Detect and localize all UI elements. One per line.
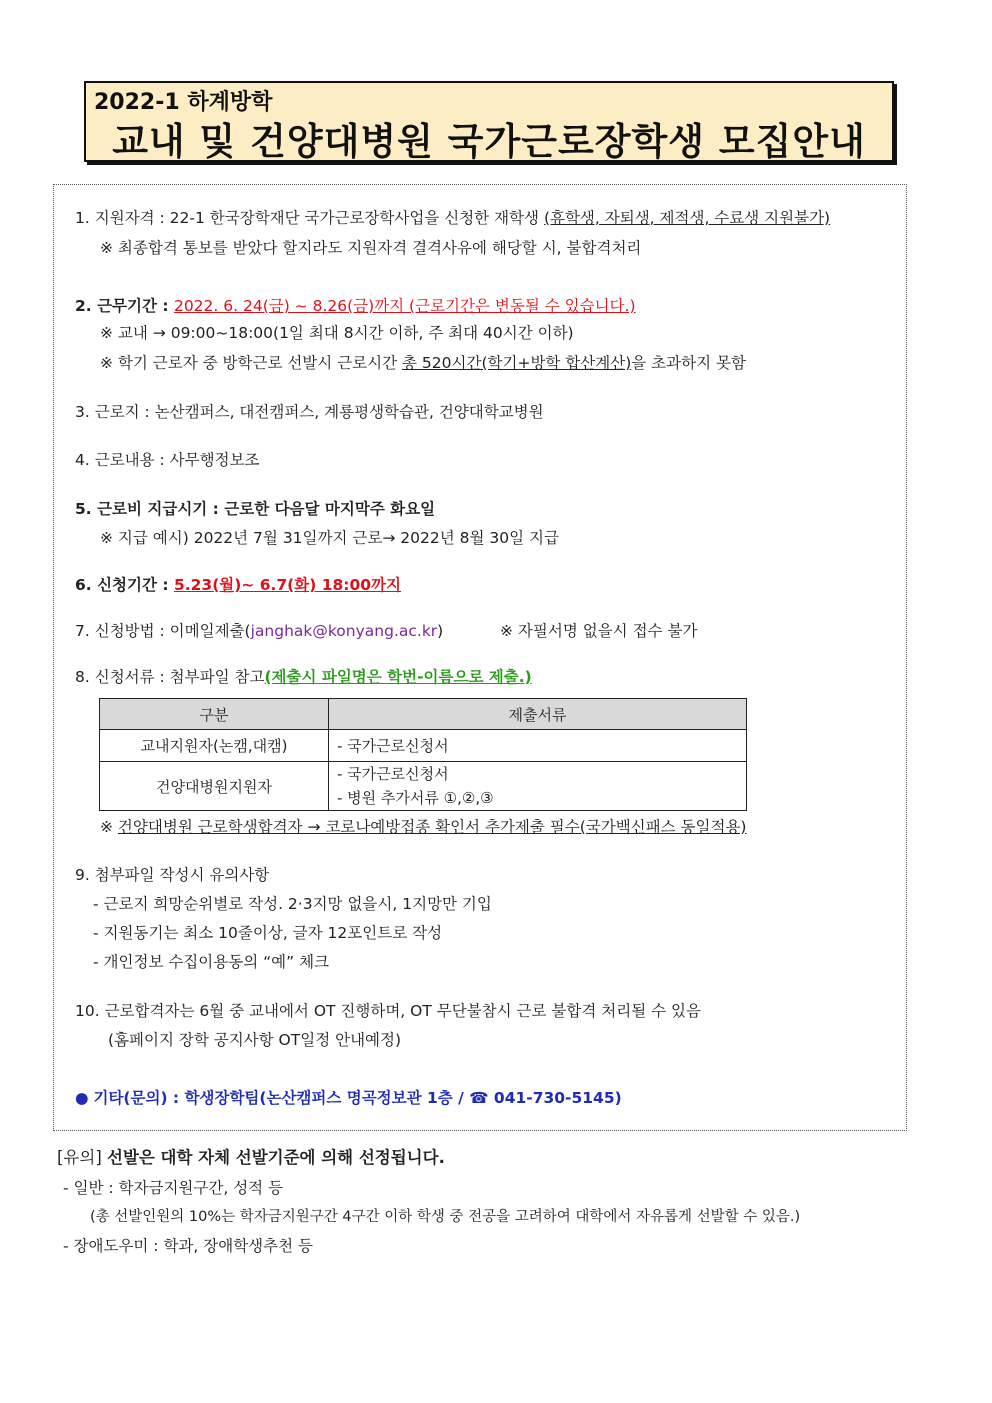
bullet-icon: ● — [75, 1089, 89, 1107]
page-subtitle: 2022-1 하계방학 — [94, 90, 273, 115]
filename-rule: (제출시 파일명은 학번-이름으로 제출.) — [264, 668, 532, 686]
item-eligibility: 1. 지원자격 : 22-1 한국장학재단 국가근로장학사업을 신청한 재학생 (휴학생, 자퇴생, 제적생, 수료생 지원불가) — [75, 209, 831, 227]
footer-disability-helper: - 장애도우미 : 학과, 장애학생추천 등 — [63, 1237, 314, 1255]
list-item: - 개인정보 수집이용동의 “예” 체크 — [93, 953, 330, 971]
email-link[interactable]: janghak@konyang.ac.kr — [250, 622, 438, 640]
item-application-period: 6. 신청기간 : 5.23(월)~ 6.7(화) 18:00까지 — [75, 576, 402, 594]
item-documents: 8. 신청서류 : 첨부파일 참고(제출시 파일명은 학번-이름으로 제출.) — [75, 668, 532, 686]
item-payment-timing: 5. 근로비 지급시기 : 근로한 다음달 마지막주 화요일 — [75, 500, 436, 518]
selection-notice: [유의] 선발은 대학 자체 선발기준에 의해 선정됩니다. — [57, 1148, 445, 1167]
payment-example: ※ 지급 예시) 2022년 7월 31일까지 근로→ 2022년 8월 30일 지급 — [100, 529, 559, 547]
table-row — [100, 730, 747, 762]
list-item: - 근로지 희망순위별로 작성. 2·3지망 없을시, 1지망만 기입 — [93, 895, 492, 913]
table-cell: 건양대병원지원자 — [100, 762, 329, 811]
application-period-dates: 5.23(월)~ 6.7(화) 18:00까지 — [173, 576, 402, 594]
eligibility-exclusions: (휴학생, 자퇴생, 제적생, 수료생 지원불가) — [543, 209, 831, 227]
footer-general: - 일반 : 학자금지원구간, 성적 등 — [63, 1179, 284, 1197]
item-application-method: 7. 신청방법 : 이메일제출(janghak@konyang.ac.kr) — [75, 622, 444, 640]
work-period-dates: 2022. 6. 24(금) ~ 8.26(금)까지 (근로기간은 변동될 수 있습니다.) — [173, 297, 636, 315]
item-work-location: 3. 근로지 : 논산캠퍼스, 대전캠퍼스, 계룡평생학습관, 건양대학교병원 — [75, 403, 544, 421]
list-item: - 지원동기는 최소 10줄이상, 글자 12포인트로 작성 — [93, 924, 443, 942]
table-header: 제출서류 — [329, 699, 747, 730]
item-attachment-notes: 9. 첨부파일 작성시 유의사항 — [75, 866, 270, 884]
item-work-content: 4. 근로내용 : 사무행정보조 — [75, 451, 260, 469]
contact-line: ● 기타(문의) : 학생장학팀(논산캠퍼스 명곡정보관 1층 / ☎ 041-730-5145) — [75, 1089, 622, 1107]
table-header: 구분 — [100, 699, 329, 730]
table-cell: - 국가근로신청서 - 병원 추가서류 ①,②,③ — [329, 762, 747, 811]
table-header-row — [100, 699, 747, 730]
item-work-period: 2. 근무기간 : 2022. 6. 24(금) ~ 8.26(금)까지 (근로기간은 변동될 수 있습니다.) — [75, 297, 636, 315]
table-row — [100, 762, 747, 811]
eligibility-note: ※ 최종합격 통보를 받았다 할지라도 지원자격 결격사유에 해당할 시, 불합격처리 — [100, 239, 642, 257]
work-limit-note: ※ 학기 근로자 중 방학근로 선발시 근로시간 총 520시간(학기+방학 합산계산)을 초과하지 못함 — [100, 354, 746, 372]
hospital-note: ※ 건양대병원 근로학생합격자 → 코로나예방접종 확인서 추가제출 필수(국가백신패스 동일적용) — [100, 818, 747, 836]
table-cell: 교내지원자(논캠,대캠) — [100, 730, 329, 762]
table-cell: - 국가근로신청서 — [329, 730, 747, 762]
footer-general-note: (총 선발인원의 10%는 학자금지원구간 4구간 이하 학생 중 전공을 고려하여 대학에서 자유롭게 선발할 수 있음.) — [90, 1209, 801, 1225]
work-hours-note: ※ 교내 → 09:00~18:00(1일 최대 8시간 이하, 주 최대 40시간 이하) — [100, 324, 574, 342]
documents-table — [99, 698, 747, 811]
page-title: 교내 및 건양대병원 국가근로장학생 모집안내 — [112, 120, 866, 163]
title-box — [84, 81, 894, 162]
signature-note: ※ 자필서명 없을시 접수 불가 — [500, 622, 698, 640]
item-orientation: 10. 근로합격자는 6월 중 교내에서 OT 진행하며, OT 무단불참시 근로 불합격 처리될 수 있음 — [75, 1002, 701, 1020]
orientation-note: (홈페이지 장학 공지사항 OT일정 안내예정) — [108, 1031, 402, 1049]
